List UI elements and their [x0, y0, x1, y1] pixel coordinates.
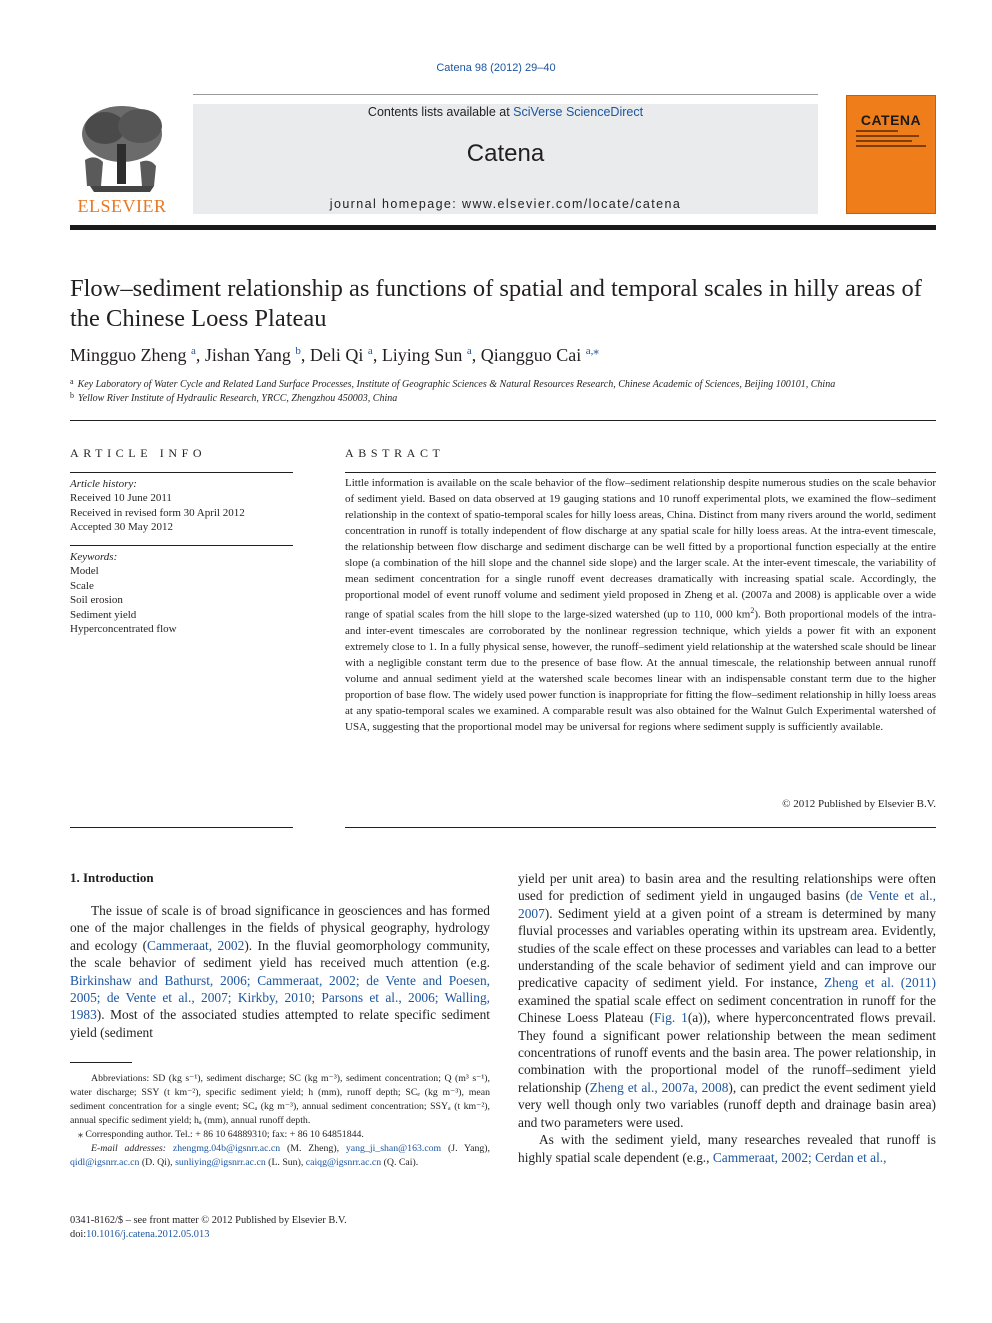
abstract-bottom-rule	[345, 827, 936, 828]
keyword: Sediment yield	[70, 608, 137, 621]
citation-link[interactable]: Cammeraat, 2002	[147, 937, 245, 953]
history-revised: Received in revised form 30 April 2012	[70, 506, 245, 519]
citation-link[interactable]: Zheng et al. (2011)	[824, 975, 936, 991]
header-thick-rule	[70, 225, 936, 230]
left-column	[70, 870, 490, 1041]
footnotes	[70, 1072, 490, 1170]
author-affiliation-mark[interactable]: a,⁎	[585, 345, 599, 357]
author-name[interactable]: Qiangguo Cai	[480, 345, 582, 365]
author-affiliation-mark[interactable]: a	[367, 345, 373, 357]
cover-text-lines	[856, 130, 926, 150]
journal-citation[interactable]: Catena 98 (2012) 29–40	[436, 62, 556, 74]
author-affiliation-mark[interactable]: a	[466, 345, 472, 357]
keyword: Model	[70, 565, 99, 578]
header-top-rule	[193, 94, 818, 95]
intro-paragraph-1: The issue of scale is of broad significance in geosciences and has formed one of the major challenges in the fields of physical geography, hydrology and ecology (Cammeraat, 2002). In the fluvial geomorphology community, the scale behavior of sediment yield has received much attention (e.g. Birkinshaw and Bathurst, 2006; Cammeraat, 2002; de Vente and Poesen, 2005; de Vente et al., 2007; Kirkby, 2010; Parsons et al., 2006; Walling, 1983). Most of the associated studies attempted to relate specific sediment yield (sediment	[70, 903, 490, 1040]
issn-line: 0341-8162/$ – see front matter © 2012 Published by Elsevier B.V.	[70, 1215, 347, 1226]
copyright-notice: © 2012 Published by Elsevier B.V.	[782, 798, 936, 810]
author-affiliation-mark[interactable]: b	[295, 345, 301, 357]
keyword: Scale	[70, 579, 94, 592]
figure-link[interactable]: Fig. 1	[653, 1010, 688, 1026]
introduction-heading: 1. Introduction	[70, 870, 154, 885]
sciencedirect-link[interactable]: SciVerse ScienceDirect	[513, 105, 644, 119]
email-link[interactable]: caiqg@igsnrr.ac.cn	[305, 1157, 382, 1168]
author-list: Mingguo Zheng $^a$, Jishan Yang $^b$, Deli Qi $^a$, Liying Sun $^a$, Qiangguo Cai $^{a,⁎}$	[70, 345, 599, 365]
email-link[interactable]: yang_ji_shan@163.com	[345, 1143, 442, 1154]
email-link[interactable]: sunliying@igsnrr.ac.cn	[175, 1157, 266, 1168]
title-divider	[70, 420, 936, 421]
doi-line: doi:10.1016/j.catena.2012.05.013	[70, 1229, 210, 1240]
abstract-heading: ABSTRACT	[345, 446, 445, 460]
contents-available-line: Contents lists available at SciVerse ScienceDirect	[367, 105, 644, 119]
author-name[interactable]: Liying Sun	[381, 345, 463, 365]
keyword: Hyperconcentrated flow	[70, 623, 177, 636]
doi-link[interactable]: 10.1016/j.catena.2012.05.013	[86, 1229, 210, 1240]
elsevier-wordmark: ELSEVIER	[77, 196, 167, 216]
article-history: Article history: Received 10 June 2011 Received in revised form 30 April 2012 Accepted 30 May 2012	[70, 477, 293, 535]
citation-link[interactable]: Zheng et al., 2007a, 2008	[589, 1079, 729, 1095]
paper-title: Flow–sediment relationship as functions of spatial and temporal scales in hilly areas of the Chinese Loess Plateau	[70, 275, 922, 332]
affiliation-a: $^a$ Key Laboratory of Water Cycle and Related Land Surface Processes, Institute of Geographic Sciences & Natural Resources Research, Chinese Academic of Sciences, Beijing 100101, China	[70, 377, 836, 390]
author-name[interactable]: Mingguo Zheng	[70, 345, 187, 365]
author-name[interactable]: Deli Qi	[309, 345, 364, 365]
abstract-rule	[345, 472, 936, 473]
keyword: Soil erosion	[70, 594, 123, 607]
article-info-heading: ARTICLE INFO	[70, 446, 207, 460]
info-bottom-rule	[70, 827, 293, 828]
citation-link[interactable]: Birkinshaw and Bathurst, 2006; Cammeraat, 2002; de Vente and Poesen, 2005; de Vente et al., 2007; Kirkby, 2010; Parsons et al., 2006; Walling, 1983	[70, 972, 490, 1023]
keywords: Keywords: Model Scale Soil erosion Sediment yield Hyperconcentrated flow	[70, 550, 293, 636]
email-link[interactable]: qidl@igsnrr.ac.cn	[70, 1157, 140, 1168]
citation-link[interactable]: Cammeraat, 2002; Cerdan et al.,	[712, 1149, 887, 1165]
journal-homepage[interactable]: journal homepage: www.elsevier.com/locate/catena	[329, 197, 682, 211]
front-matter	[70, 1214, 490, 1242]
author-name[interactable]: Jishan Yang	[204, 345, 291, 365]
citation-link[interactable]: de Vente et al., 2007	[518, 888, 937, 921]
article-info-rule	[70, 472, 293, 473]
history-rule	[70, 545, 293, 546]
intro-paragraph-1-cont: yield per unit area) to basin area and the resulting relationships were often used for prediction of sediment yield in ungauged basins (de Vente et al., 2007). Sediment yield at a given point of a stream is determined by many fluvial processes and variables operating within its upstream area. Evidently, studies of the scale effect on these processes and variables can lead to a better understanding of the scale behavior of sediment yield and can improve our predicative capacity of sediment yield. For instance, Zheng et al. (2011) examined the spatial scale effect on sediment concentration in runoff for the Chinese Loess Plateau (Fig. 1(a)), where hyperconcentrated flows prevail. They found a significant power relationship between the mean sediment concentrations of runoff events and the basin area. The power relationship, in combination with the proportional model of the runoff–sediment yield relationship (Zheng et al., 2007a, 2008), can predict the event sediment yield very well though only two variables (runoff depth and drainage basin area) and two parameters were used.	[518, 871, 937, 1130]
abstract-text: Little information is available on the scale behavior of the flow–sediment relationship despite numerous studies on the scale behavior of sediment yield. Based on data observed at 19 gauging stations and 10 runoff experimental plots, we examined the flow–sediment relationship in the context of spatio-temporal scales for hilly loess areas, China. Distinct from many rivers around the world, sediment concentration in runoff is totally independent of flow discharge at any spatial scale for hilly loess areas. At the intra-event timescale, the relationship between flow discharge and sediment discharge can be well fitted by a proportional function especially at the entire slope (a combination of the hill slope and the channel side slope) and the larger scale. At the inter-event timescale, the variability of mean sediment concentration for a single runoff event decreases dramatically with increasing spatial scale. Accordingly, the proportional model of event runoff volume and sediment yield proposed in Zheng et al. (2007a and 2008) is applicable over a wide range of spatial scales from the hill slope to the large-sized watershed (up to 110, 000 $km^2$). Both proportional models of the intra- and inter-event timescales are corroborated by the nonlinear regression technique, which yields a power fit with an exponent extremely close to 1. In a fully physical sense, however, the runoff–sediment yield relationship at the watershed scale should be linear with a negligible constant term due to the presence of base flow. At the annual timescale, the relationship between annual runoff volume and annual sediment yield at the watershed scale becomes linear with an indispensable constant term due to the higher proportion of base flow. The widely used power function is inappropriate for fitting the flow–sediment relationship in hilly loess areas at any spatio-temporal scales we examined. A comparable result was also obtained for the Walnut Gulch Experimental watershed of USA, suggesting that the proportional model may be universal for regions where sediment supply is sufficiently available.	[345, 477, 937, 733]
email-link[interactable]: zhengmg.04b@igsnrr.ac.cn	[172, 1143, 281, 1154]
email-footnote: E-mail addresses: zhengmg.04b@igsnrr.ac.cn (M. Zheng), yang_ji_shan@163.com (J. Yang), qidl@igsnrr.ac.cn (D. Qi), sunliying@igsnrr.ac.cn (L. Sun), caiqg@igsnrr.ac.cn (Q. Cai).	[70, 1143, 491, 1168]
right-column	[518, 870, 936, 1166]
corresponding-author-footnote: ⁎ Corresponding author. Tel.: + 86 10 64889310; fax: + 86 10 64851844.	[78, 1129, 364, 1140]
author-affiliation-mark[interactable]: a	[191, 345, 196, 357]
footnote-rule	[70, 1062, 132, 1063]
history-accepted: Accepted 30 May 2012	[70, 521, 173, 534]
affiliation-b: $^b$ Yellow River Institute of Hydraulic Research, YRCC, Zhengzhou 450003, China	[70, 391, 398, 404]
journal-name: Catena	[466, 140, 545, 167]
abbreviations-footnote: Abbreviations: SD (kg s⁻¹), sediment discharge; SC (kg m⁻³), sediment concentration; Q (m³ s⁻¹), water discharge; SSY (t km⁻²), specific sediment yield; h (mm), runoff depth; SCₑ (kg m⁻³), mean sediment concentration for a single event; SCₐ (kg m⁻³), annual sediment concentration; SSYₐ (t km⁻²), annual specific sediment yield; hₐ (mm), annual runoff depth.	[70, 1073, 490, 1126]
intro-paragraph-2: As with the sediment yield, many researches revealed that runoff is highly spatial scale dependent (e.g., Cammeraat, 2002; Cerdan et al.,	[518, 1132, 936, 1165]
cover-title: CATENA	[860, 112, 922, 128]
history-received: Received 10 June 2011	[70, 492, 172, 505]
